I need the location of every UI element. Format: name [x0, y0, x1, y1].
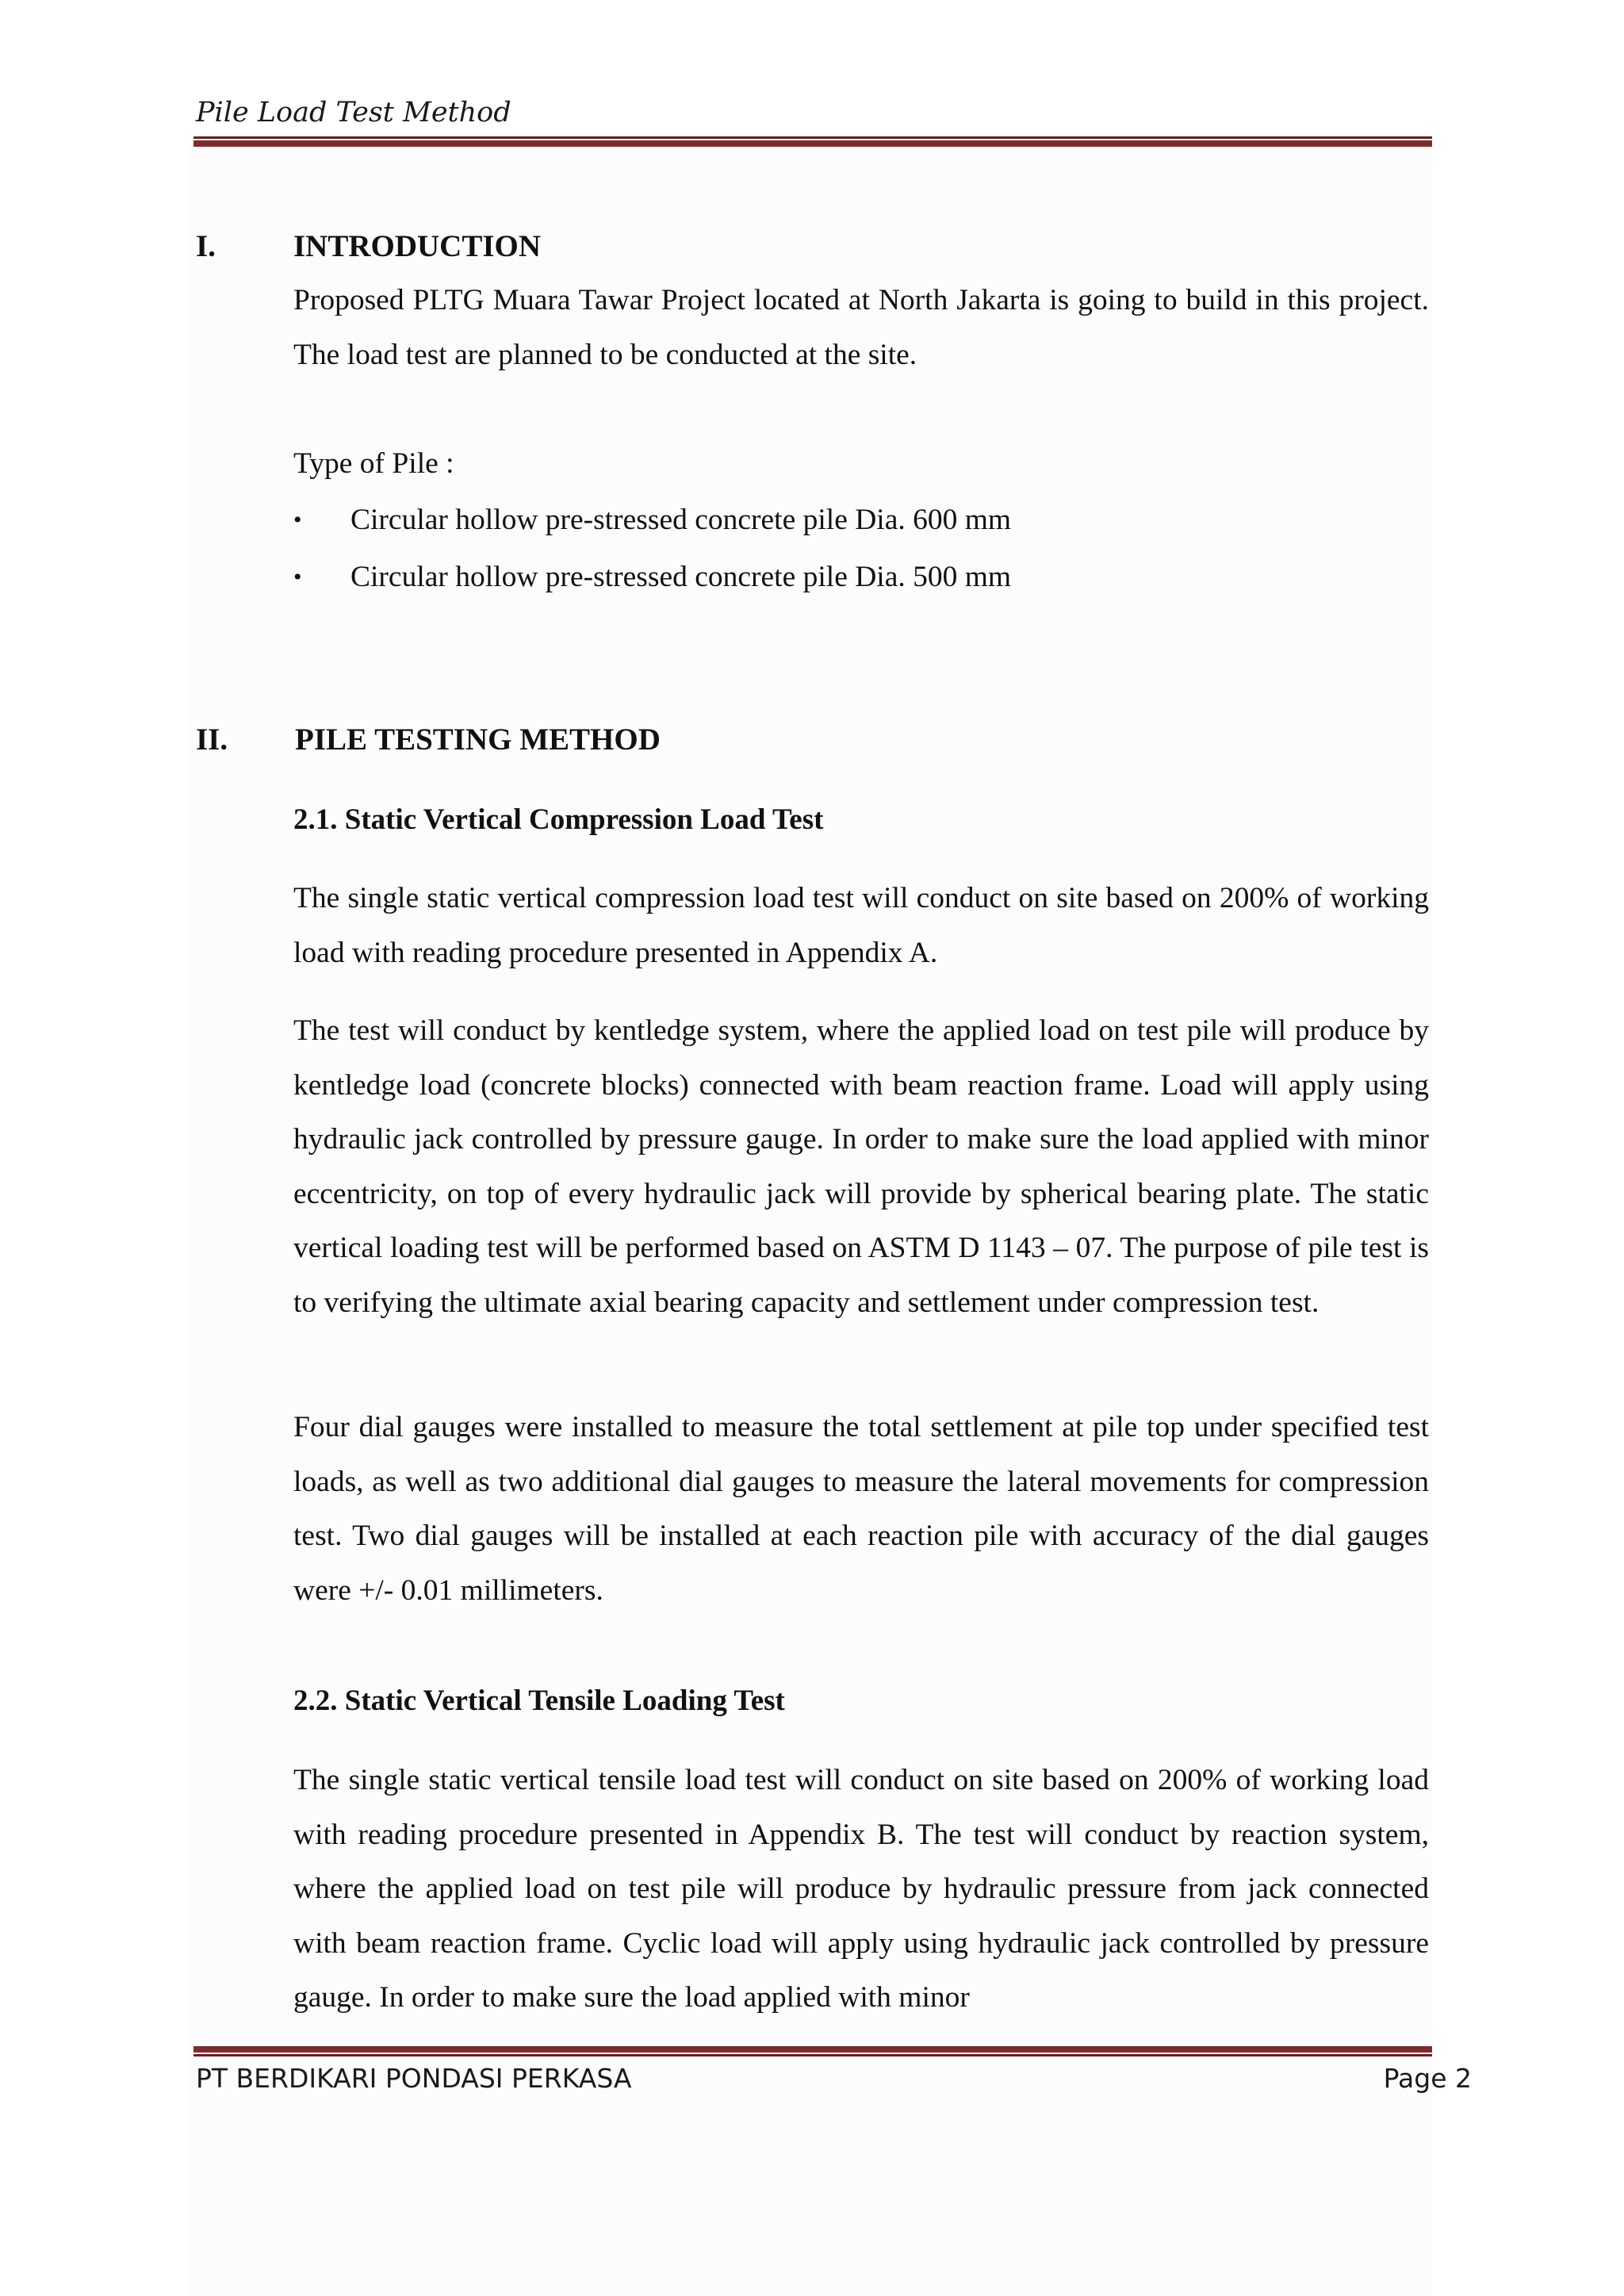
bullet-icon: • — [293, 564, 302, 590]
compression-paragraph-3: Four dial gauges were installed to measure the total settlement at pile top under specified test loads, as well as two additional dial gauges to measure the lateral movements for compression test. Two dial gauges will be installed at each reaction pile with accuracy of the dial gauges were +/- 0.01 millimeters. — [293, 1411, 1429, 1607]
footer-company: PT BERDIKARI PONDASI PERKASA — [196, 2063, 632, 2094]
tensile-paragraph: The single static vertical tensile load test will conduct on site based on 200% of working load with reading procedure presented in Appendix B. The test will conduct by reaction system, where the applied load on test pile will produce by hydraulic pressure from jack connected with beam reaction frame. Cyclic load will apply using hydraulic jack controlled by pressure gauge. In order to make sure the load applied with minor — [293, 1764, 1429, 2014]
section-2-heading: PILE TESTING METHOD — [295, 723, 661, 757]
pile-type-label: Type of Pile : — [293, 447, 454, 480]
compression-paragraph-1: The single static vertical compression load test will conduct on site based on 200% of working load with reading procedure presented in Appendix A. — [293, 882, 1429, 969]
list-item — [293, 549, 1011, 606]
bullet-icon: • — [293, 507, 302, 533]
footer-rule — [193, 2046, 1432, 2056]
intro-paragraph: Proposed PLTG Muara Tawar Project located at North Jakarta is going to build in this project. The load test are planned to be conducted at the site. — [293, 284, 1429, 371]
section-1-heading: INTRODUCTION — [293, 229, 542, 263]
list-item-text: Circular hollow pre-stressed concrete pile Dia. 600 mm — [350, 504, 1012, 536]
list-item-text: Circular hollow pre-stressed concrete pile Dia. 500 mm — [350, 561, 1012, 593]
page-number: Page 2 — [1383, 2063, 1472, 2094]
pile-type-list — [293, 492, 1011, 606]
running-header-title: Pile Load Test Method — [196, 97, 511, 128]
section-2-numeral: II. — [196, 723, 228, 757]
compression-paragraph-2: The test will conduct by kentledge system, where the applied load on test pile will produce by kentledge load (concrete blocks) connected with beam reaction frame. Load will apply using hydraulic jack controlled by pressure gauge. In order to make sure the load applied with minor eccentricity, on top of every hydraulic jack will provide by spherical bearing plate. The static vertical loading test will be performed based on ASTM D 1143 – 07. The purpose of pile test is to verifying the ultimate axial bearing capacity and settlement under compression test. — [293, 1014, 1429, 1319]
list-item — [293, 492, 1011, 549]
subsection-2-1-heading: 2.1. Static Vertical Compression Load Test — [293, 803, 824, 836]
subsection-2-2-heading: 2.2. Static Vertical Tensile Loading Test — [293, 1685, 785, 1717]
header-rule — [193, 136, 1432, 147]
section-1-numeral: I. — [196, 229, 216, 263]
